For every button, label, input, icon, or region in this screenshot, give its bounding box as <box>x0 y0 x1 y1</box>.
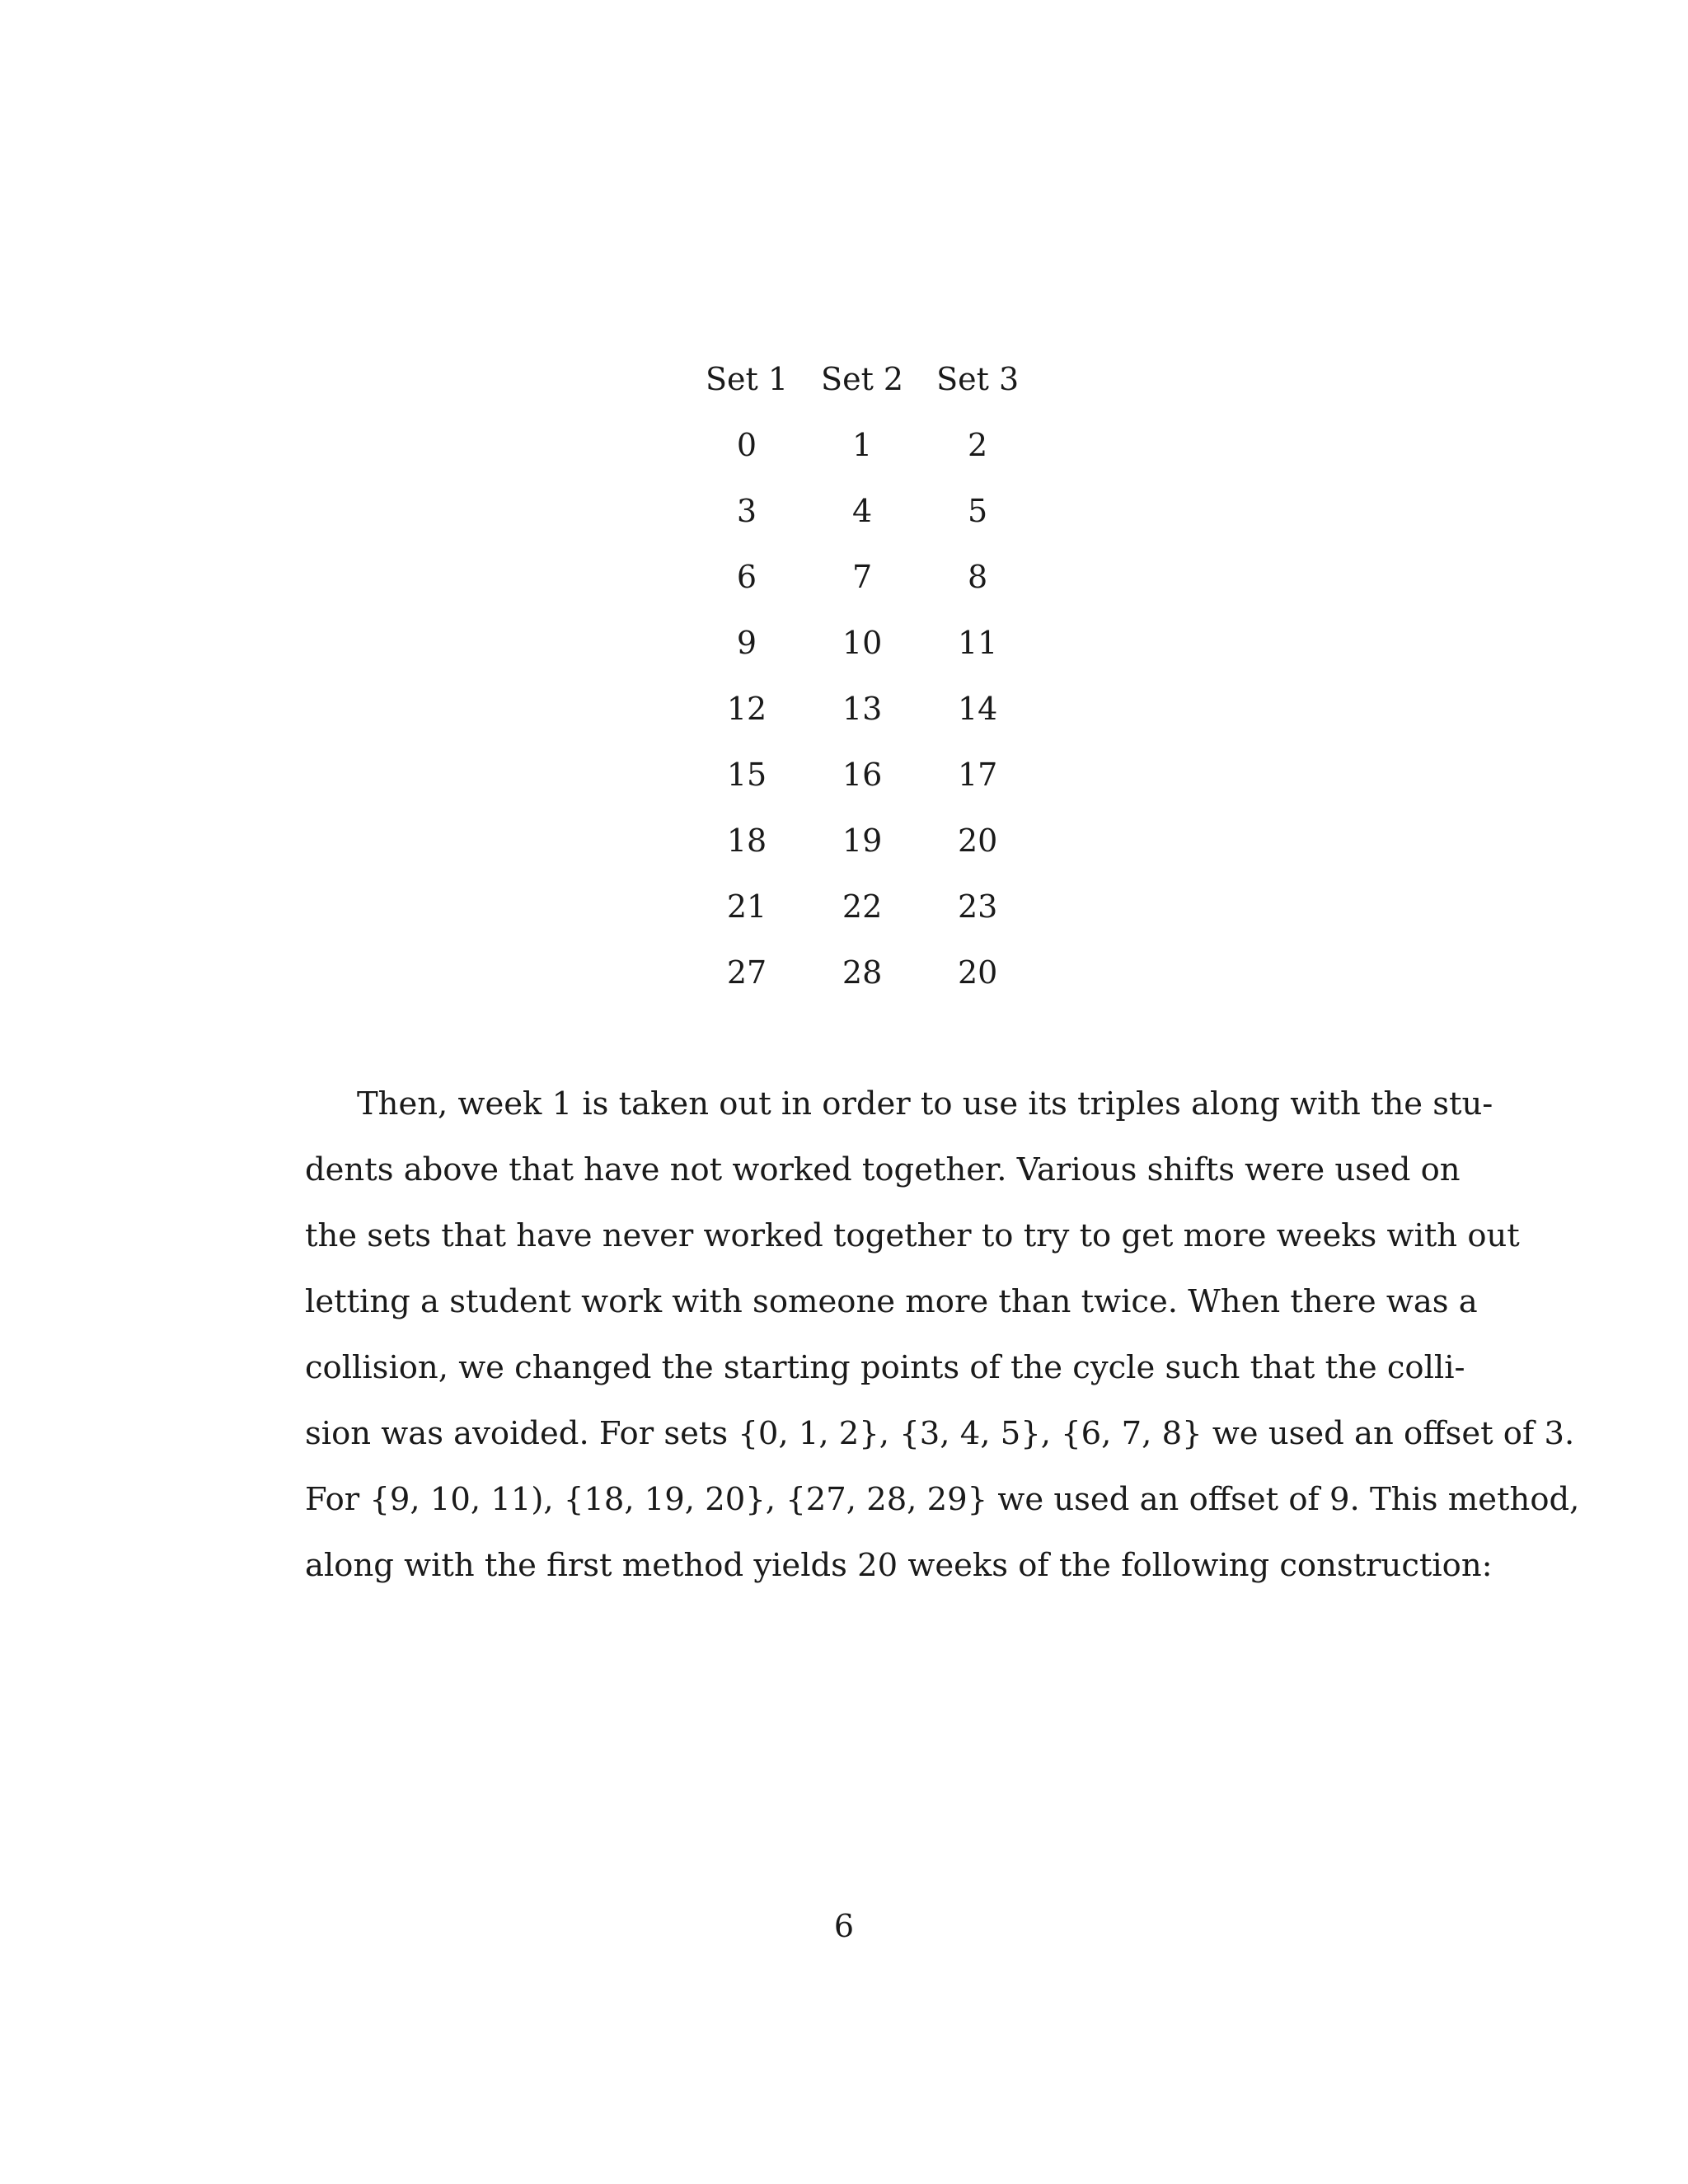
table-cell: 12 <box>726 691 767 727</box>
column-header-set-2: Set 2 <box>821 361 904 397</box>
paragraph-line: For {9, 10, 11), {18, 19, 20}, {27, 28, 29} we used an offset of 9. This method, <box>305 1481 1580 1518</box>
table-cell: 10 <box>842 625 883 661</box>
table-row <box>689 676 1035 742</box>
paragraph-line: along with the first method yields 20 weeks of the following construction: <box>305 1547 1493 1584</box>
table-cell: 28 <box>842 954 883 991</box>
table-cell: 3 <box>736 493 757 529</box>
table-cell: 21 <box>726 888 767 925</box>
table-row <box>689 940 1035 1005</box>
table-cell: 19 <box>842 823 883 859</box>
table-row <box>689 742 1035 808</box>
table-cell: 23 <box>957 888 998 925</box>
paragraph-line: sion was avoided. For sets {0, 1, 2}, {3, 4, 5}, {6, 7, 8} we used an offset of 3. <box>305 1415 1575 1452</box>
table-cell: 22 <box>842 888 883 925</box>
body-paragraph <box>305 1071 1580 1599</box>
table-cell: 11 <box>957 625 998 661</box>
table-cell: 9 <box>736 625 757 661</box>
table-cell: 5 <box>968 493 988 529</box>
sets-table <box>689 346 1035 1005</box>
table-cell: 20 <box>957 954 998 991</box>
table-cell: 14 <box>957 691 998 727</box>
page-number: 6 <box>833 1908 855 1944</box>
paragraph-line: letting a student work with someone more than twice. When there was a <box>305 1283 1478 1320</box>
paragraph-line: Then, week 1 is taken out in order to use its triples along with the stu- <box>357 1085 1493 1122</box>
table-cell: 17 <box>957 757 998 793</box>
table-cell: 13 <box>842 691 883 727</box>
table-cell: 7 <box>851 559 873 595</box>
table-cell: 1 <box>851 427 873 463</box>
column-header-set-3: Set 3 <box>936 361 1020 397</box>
table-header-row <box>689 346 1035 412</box>
table-row <box>689 544 1035 610</box>
table-cell: 20 <box>957 823 998 859</box>
table-cell: 16 <box>842 757 883 793</box>
table-cell: 6 <box>736 559 757 595</box>
column-header-set-1: Set 1 <box>706 361 789 397</box>
table-cell: 27 <box>726 954 767 991</box>
table-cell: 15 <box>726 757 767 793</box>
table-cell: 18 <box>726 823 767 859</box>
table-row <box>689 874 1035 940</box>
paragraph-line: collision, we changed the starting points of the cycle such that the colli- <box>305 1349 1465 1386</box>
paragraph-line: dents above that have not worked together. Various shifts were used on <box>305 1151 1461 1188</box>
table-row <box>689 808 1035 874</box>
table-row <box>689 610 1035 676</box>
table-row <box>689 478 1035 544</box>
table-cell: 0 <box>736 427 757 463</box>
paragraph-line: the sets that have never worked together to try to get more weeks with out <box>305 1217 1520 1254</box>
table-row <box>689 412 1035 478</box>
table-cell: 8 <box>968 559 988 595</box>
table-cell: 4 <box>851 493 873 529</box>
table-cell: 2 <box>968 427 988 463</box>
